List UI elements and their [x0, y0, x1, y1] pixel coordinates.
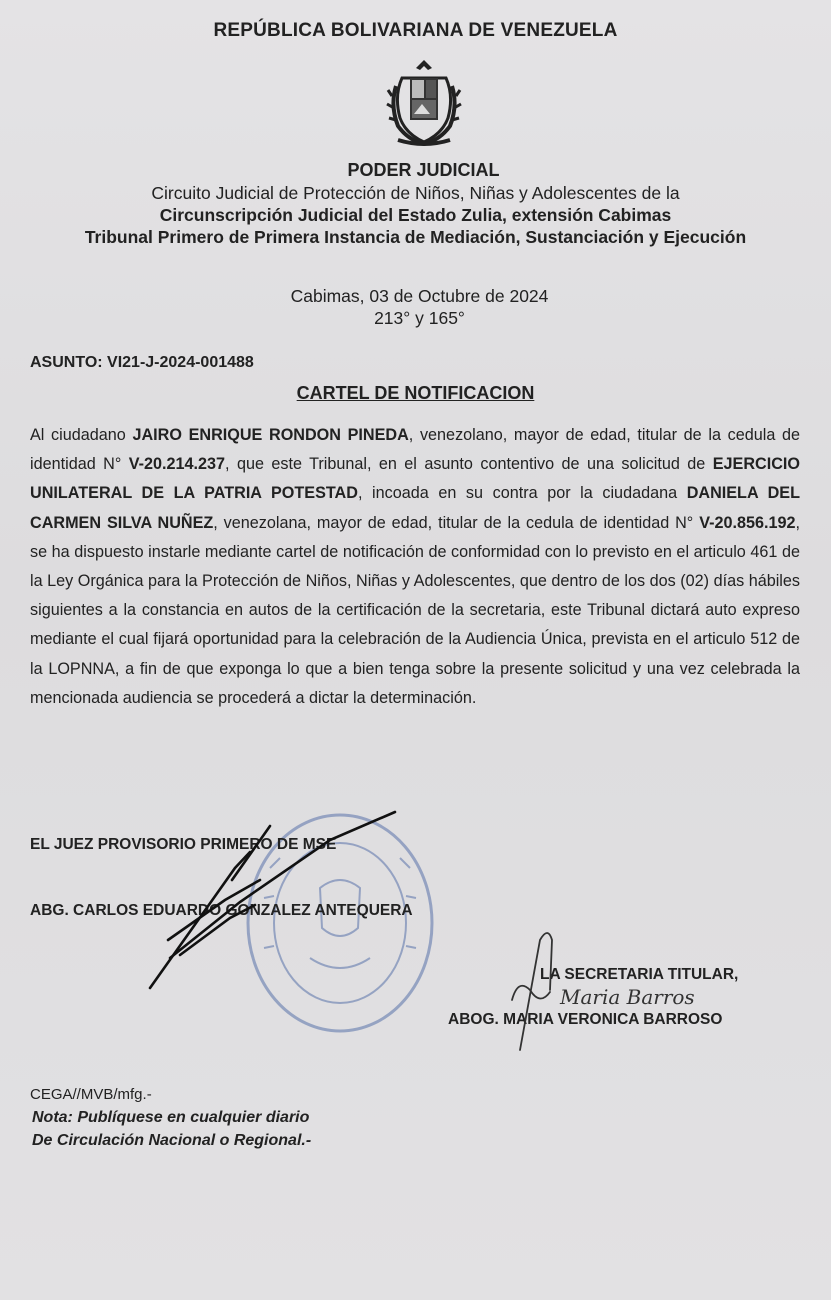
secretary-name: ABOG. MARIA VERONICA BARROSO: [448, 1011, 723, 1028]
place-date: Cabimas, 03 de Octubre de 2024: [290, 286, 549, 306]
republic-heading: REPÚBLICA BOLIVARIANA DE VENEZUELA: [213, 20, 618, 41]
respondent-name: JAIRO ENRIQUE RONDON PINEDA: [132, 426, 409, 444]
note-line-1: Nota: Publíquese en cualquier diario: [32, 1109, 310, 1126]
body-text: , incoada en su contra por la ciudadana: [357, 484, 687, 503]
document-initials: CEGA//MVB/mfg.-: [30, 1086, 152, 1103]
coat-of-arms-icon: [384, 56, 464, 148]
respondent-id: V-20.214.237: [128, 455, 226, 474]
publication-note: [32, 1106, 311, 1152]
document-title: [0, 383, 831, 404]
body-text: , que este Tribunal, en el asunto contentivo de una solicitud de: [225, 455, 713, 474]
case-number: ASUNTO: VI21-J-2024-001488: [30, 354, 254, 371]
applicant-name: DANIELA DEL CARMEN SILVA NUÑEZ: [30, 484, 800, 532]
independence-years: 213° y 165°: [374, 308, 465, 328]
case-subject: EJERCICIO UNILATERAL DE LA PATRIA POTESTAD: [30, 455, 800, 503]
secretary-signature: [512, 933, 552, 1050]
note-line-2: De Circulación Nacional o Regional.-: [32, 1132, 312, 1149]
body-text: , se ha dispuesto instarle mediante cartel de notificación de conformidad con lo previsto en el articulo 461 de la Ley Orgánica para la Protección de Niños, Niñas y Adolescentes, que dentro de los dos (02) días hábiles siguientes a la constancia en autos de la certificación de la secretaria, este Tribunal dictará auto expreso mediante el cual fijará oportunidad para la celebración de la Audiencia Única, prevista en el articulo 512 de la LOPNNA, a fin de que exponga lo que a bien tenga sobre la presente solicitud y una vez celebrada la mencionada audiencia se procederá a dictar la determinación.: [30, 513, 800, 707]
body-text: , venezolana, mayor de edad, titular de la cedula de identidad N°: [213, 513, 700, 532]
judge-title: EL JUEZ PROVISORIO PRIMERO DE MSE: [30, 836, 337, 853]
judge-name: ABG. CARLOS EDUARDO GONZALEZ ANTEQUERA: [30, 902, 413, 919]
document-title-text: CARTEL DE NOTIFICACION: [296, 383, 535, 403]
body-text: Al ciudadano: [30, 426, 133, 444]
tribunal-line: Tribunal Primero de Primera Instancia de Mediación, Sustanciación y Ejecución: [84, 227, 747, 247]
place-date-block: [4, 285, 831, 329]
secretary-signature-text: Maria Barros: [560, 985, 695, 1009]
circumscription-line: Circunscripción Judicial del Estado Zulia, extensión Cabimas: [159, 205, 672, 225]
secretary-title: LA SECRETARIA TITULAR,: [540, 966, 739, 983]
applicant-id: V-20.856.192: [699, 513, 796, 532]
circuit-line: Circuito Judicial de Protección de Niños, Niñas y Adolescentes de la: [151, 183, 680, 203]
notification-body: [30, 421, 800, 713]
poder-judicial-heading: PODER JUDICIAL: [347, 160, 500, 180]
body-text: , venezolano, mayor de edad, titular de la cedula de identidad N°: [30, 426, 800, 474]
